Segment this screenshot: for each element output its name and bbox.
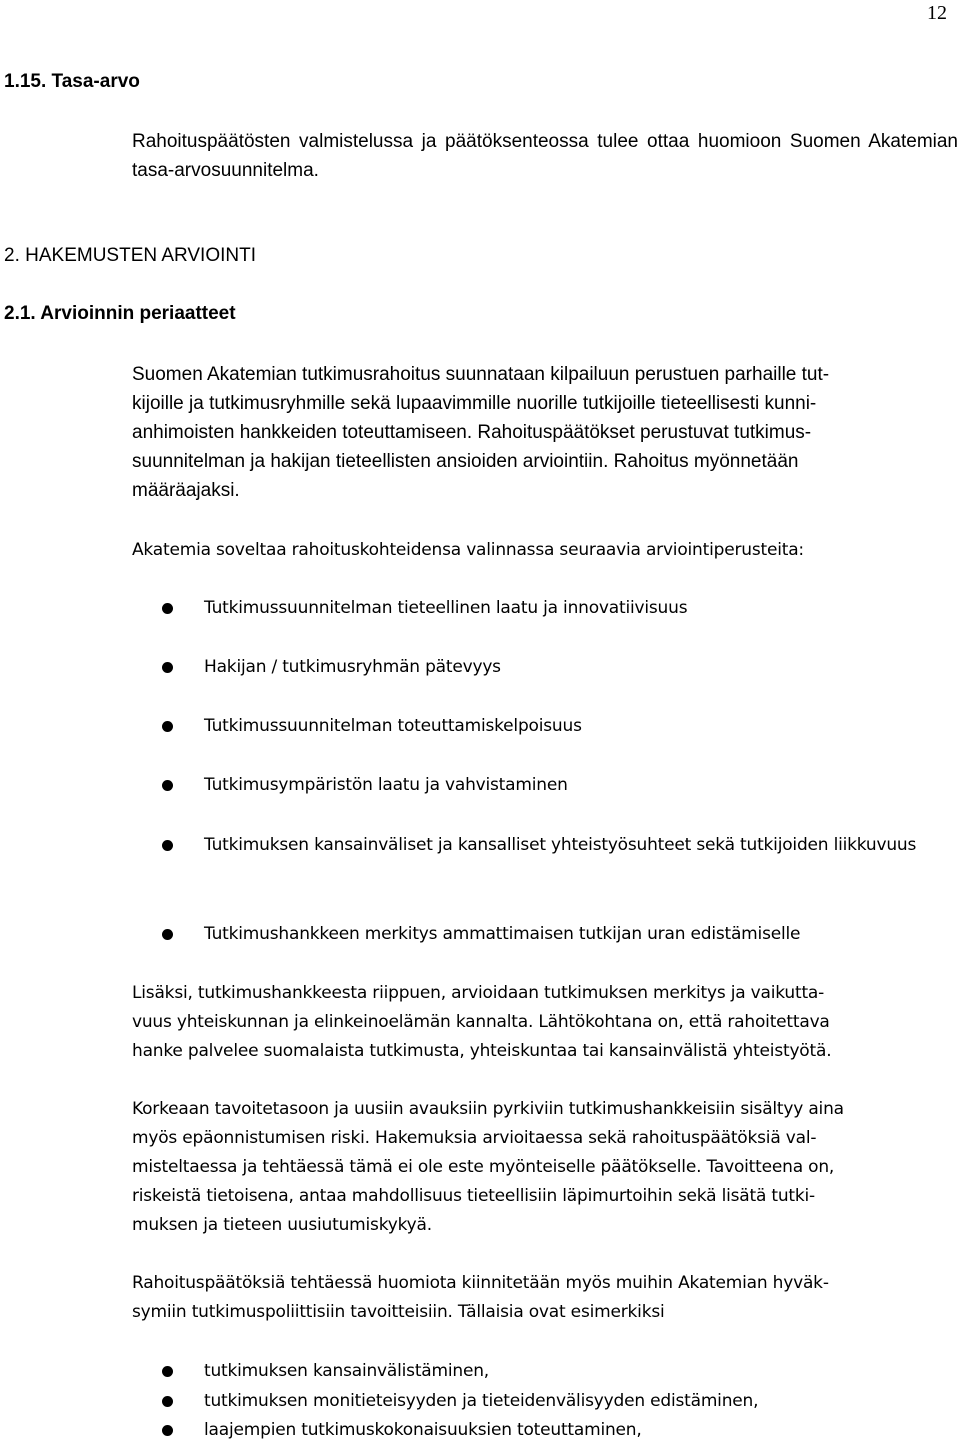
- bullet-icon: [162, 1425, 173, 1436]
- bullet-icon: [162, 780, 173, 791]
- criteria-item: Hakijan / tutkimusryhmän pätevyys: [204, 657, 501, 677]
- page-number: 12: [927, 2, 947, 24]
- goals-item: laajempien tutkimuskokonaisuuksien toteuttaminen,: [204, 1420, 642, 1440]
- criteria-intro: Akatemia soveltaa rahoituskohteidensa valinnassa seuraavia arviointiperusteita:: [132, 540, 804, 560]
- intro-line: kijoille ja tutkimusryhmille sekä lupaavimmille nuorille tutkijoille tieteellisesti kunni-: [132, 393, 817, 414]
- bullet-icon: [162, 1366, 173, 1377]
- section-1-15-text: Rahoituspäätösten valmistelussa ja päätöksenteossa tulee ottaa huomioon Suomen Akatemian tasa-arvosuunnitelma.: [132, 131, 958, 181]
- bullet-icon: [162, 603, 173, 614]
- section-heading-1-15: 1.15. Tasa-arvo: [4, 71, 140, 92]
- risk-line: myös epäonnistumisen riski. Hakemuksia arvioitaessa sekä rahoituspäätöksiä val-: [132, 1128, 817, 1148]
- bullet-icon: [162, 662, 173, 673]
- impact-line: vuus yhteiskunnan ja elinkeinoelämän kannalta. Lähtökohtana on, että rahoitettava: [132, 1012, 830, 1032]
- criteria-item: Tutkimushankkeen merkitys ammattimaisen tutkijan uran edistämiselle: [204, 924, 801, 944]
- section-heading-2: 2. HAKEMUSTEN ARVIOINTI: [4, 245, 256, 266]
- risk-line: misteltaessa ja tehtäessä tämä ei ole este myönteiselle päätökselle. Tavoitteena on,: [132, 1157, 835, 1177]
- intro-line: Suomen Akatemian tutkimusrahoitus suunnataan kilpailuun perustuen parhaille tut-: [132, 364, 830, 385]
- risk-line: riskeistä tietoisena, antaa mahdollisuus tieteellisiin läpimurtoihin sekä lisätä tutki-: [132, 1186, 815, 1206]
- goals-item: tutkimuksen kansainvälistäminen,: [204, 1361, 490, 1381]
- risk-line: Korkeaan tavoitetasoon ja uusiin avauksiin pyrkiviin tutkimushankkeisiin sisältyy aina: [132, 1099, 844, 1119]
- goals-line: Rahoituspäätöksiä tehtäessä huomiota kiinnitetään myös muihin Akatemian hyväk-: [132, 1273, 829, 1293]
- bullet-icon: [162, 929, 173, 940]
- intro-line: suunnitelman ja hakijan tieteellisten ansioiden arviointiin. Rahoitus myönnetään: [132, 451, 799, 472]
- goals-item: tutkimuksen monitieteisyyden ja tieteidenvälisyyden edistäminen,: [204, 1391, 759, 1411]
- impact-line: Lisäksi, tutkimushankkeesta riippuen, arvioidaan tutkimuksen merkitys ja vaikutta-: [132, 983, 825, 1003]
- intro-line: määräajaksi.: [132, 480, 240, 501]
- intro-line: anhimoisten hankkeiden toteuttamiseen. Rahoituspäätökset perustuvat tutkimus-: [132, 422, 812, 443]
- risk-line: muksen ja tieteen uusiutumiskykyä.: [132, 1215, 432, 1235]
- criteria-item: Tutkimusympäristön laatu ja vahvistaminen: [204, 775, 568, 795]
- bullet-icon: [162, 840, 173, 851]
- bullet-icon: [162, 721, 173, 732]
- impact-line: hanke palvelee suomalaista tutkimusta, yhteiskuntaa tai kansainvälistä yhteistyötä.: [132, 1041, 832, 1061]
- criteria-item: Tutkimuksen kansainväliset ja kansalliset yhteistyösuhteet sekä tutkijoiden liikkuvuus: [204, 835, 917, 855]
- goals-line: symiin tutkimuspoliittisiin tavoitteisiin. Tällaisia ovat esimerkiksi: [132, 1302, 665, 1322]
- bullet-icon: [162, 1396, 173, 1407]
- criteria-item: Tutkimussuunnitelman tieteellinen laatu ja innovatiivisuus: [204, 598, 688, 618]
- section-heading-2-1: 2.1. Arvioinnin periaatteet: [4, 303, 236, 324]
- criteria-item: Tutkimussuunnitelman toteuttamiskelpoisuus: [204, 716, 582, 736]
